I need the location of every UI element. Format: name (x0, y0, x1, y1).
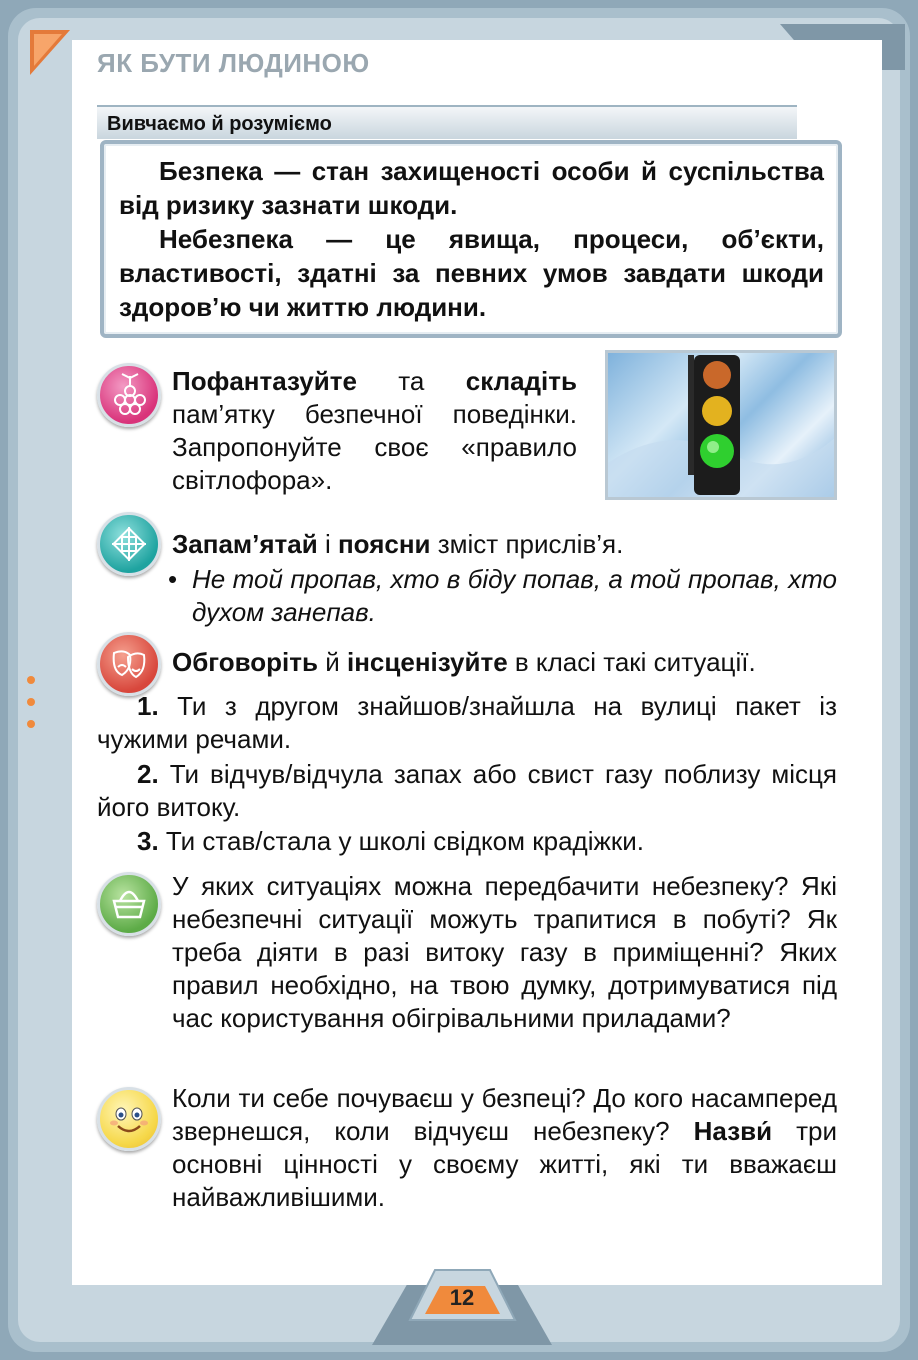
traffic-light-image (605, 350, 837, 500)
page-number: 12 (449, 1285, 475, 1310)
decor-dot (27, 676, 35, 684)
definition-safety: Безпека — стан захищеності особи й суспільства від ризику зазнати шкоди. (119, 156, 824, 220)
definition-danger: Небезпека — це явища, процеси, об’єкти, властивості, здатні за певних умов завдати шкоди здоров’ю чи життю людини. (119, 224, 824, 322)
running-title: ЯК БУТИ ЛЮДИНОЮ (97, 48, 370, 78)
task1-text: Пофантазуйте та складіть пам’ятку безпечної поведінки. Запропонуйте своє «правило світлофора». (172, 366, 577, 495)
section-header (97, 105, 797, 139)
section-label: Вивчаємо й розуміємо (107, 113, 332, 135)
definition-box (100, 140, 842, 338)
task3-text: Обговоріть й інсценізуйте в класі такі ситуації. (172, 647, 756, 677)
smiley-icon (97, 1087, 161, 1151)
decor-dot (27, 720, 35, 728)
task4-text: У яких ситуаціях можна передбачити небезпеку? Які небезпечні ситуації можуть трапитися в побуті? Як треба діяти в разі витоку газу в приміщенні? Яких правил необхідно, на твою думку, дотримуватися під час користування обігрівальними приладами? (172, 871, 837, 1033)
proverb: Не той пропав, хто в біду попав, а той пропав, хто духом занепав. (192, 564, 837, 627)
basket-icon (97, 872, 161, 936)
task5-text: Коли ти себе почуваєш у безпеці? До кого насамперед звернешся, коли відчуєш небезпеку? Назви́ три основні цінності у своєму житті, які ти вважаєш найважливішими. (172, 1083, 837, 1212)
task2-text: Запам’ятай і поясни зміст прислів’я. (172, 529, 624, 559)
bullet: • (168, 564, 178, 594)
theatre-masks-icon (97, 632, 161, 696)
viburnum-icon (97, 363, 161, 427)
list-item: 2. Ти відчув/відчула запах або свист газу поблизу місця його витоку. (97, 759, 837, 822)
list-item: 3. Ти став/стала у школі свідком крадіжки. (137, 826, 644, 856)
list-item: 1. Ти з другом знайшов/знайшла на вулиці пакет із чужими речами. (97, 691, 837, 754)
decor-dot (27, 698, 35, 706)
ornament-icon (97, 512, 161, 576)
